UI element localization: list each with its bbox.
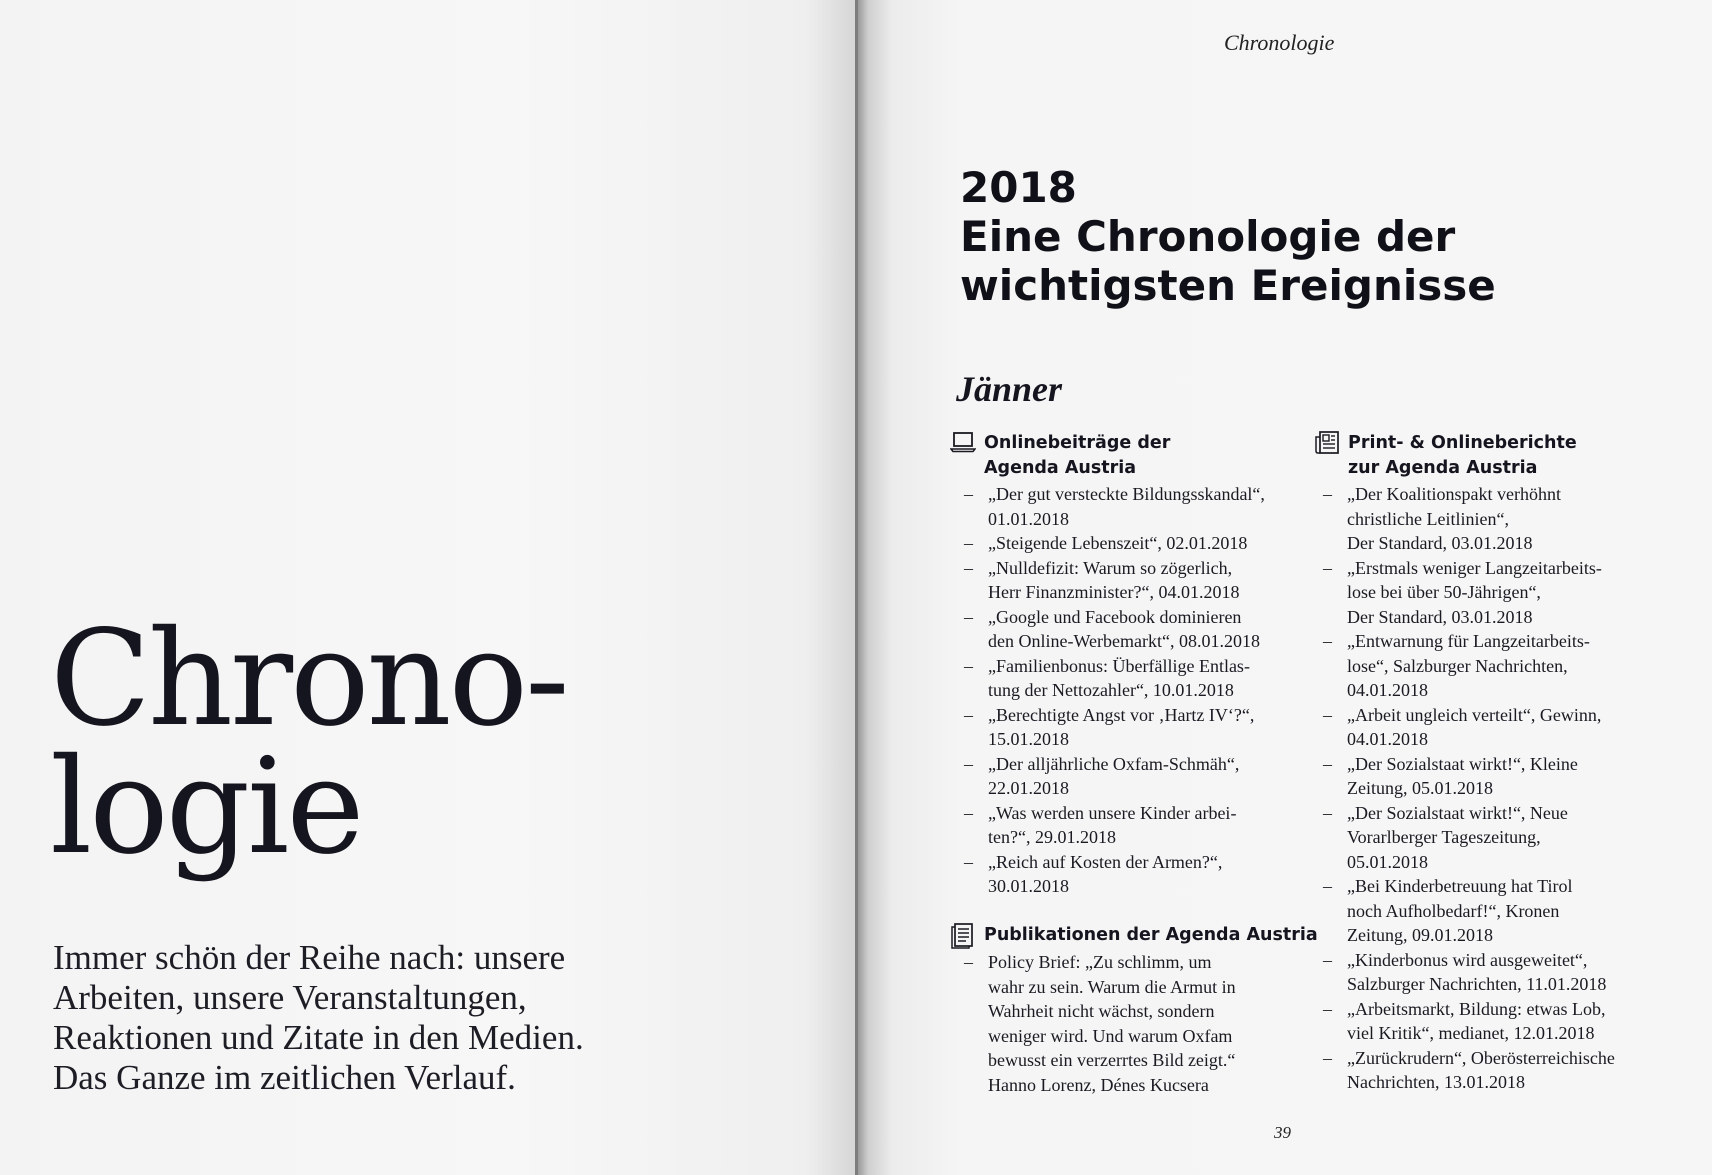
intro-line: Das Ganze im zeitlichen Verlauf. [53, 1058, 516, 1097]
list-dash: – [964, 533, 973, 553]
list-item-line: Salzburger Nachrichten, 11.01.2018 [1347, 974, 1607, 994]
list-item-line: „Zurückrudern“, Oberösterreichische [1347, 1047, 1615, 1068]
list-item-line: Wahrheit nicht wächst, sondern [988, 1001, 1215, 1021]
list-item-line: „Was werden unsere Kinder arbei- [988, 802, 1237, 823]
list-item-line: „Google und Facebook dominieren [988, 606, 1242, 627]
page-number: 39 [1274, 1123, 1291, 1142]
list-item [960, 531, 1320, 556]
page-heading [960, 163, 1496, 310]
heading-line-2: wichtigsten Ereignisse [960, 261, 1496, 310]
list-dash: – [964, 484, 973, 504]
list-item [1319, 752, 1699, 801]
list-dash: – [1323, 1047, 1332, 1068]
list-dash: – [964, 753, 973, 774]
list-item-line: bewusst ein verzerrtes Bild zeigt.“ [988, 1050, 1236, 1070]
laptop-icon [950, 431, 978, 457]
list-item-line: Vorarlberger Tageszeitung, [1347, 827, 1541, 847]
list-item-line: „Bei Kinderbetreuung hat Tirol [1347, 876, 1573, 896]
list-item-line: Zeitung, 09.01.2018 [1347, 925, 1493, 945]
heading-year: 2018 [960, 163, 1077, 212]
heading-line-1: Eine Chronologie der [960, 212, 1456, 261]
list-item-line: Policy Brief: „Zu schlimm, um [988, 952, 1212, 972]
list-dash: – [964, 606, 973, 627]
chapter-title [50, 602, 567, 884]
list-item-line: lose“, Salzburger Nachrichten, [1347, 655, 1568, 676]
list-dash: – [964, 704, 973, 725]
running-head: Chronologie [1224, 30, 1335, 55]
list-item-line: den Online-Werbemarkt“, 08.01.2018 [988, 631, 1260, 651]
list-dash: – [1323, 484, 1332, 504]
list-dash: – [964, 557, 973, 578]
list-item [1319, 801, 1699, 875]
list-item-line: 22.01.2018 [988, 778, 1069, 798]
list-dash: – [1323, 631, 1332, 651]
list-item-line: lose bei über 50-Jährigen“, [1347, 582, 1541, 602]
list-item [960, 703, 1320, 752]
list-item-line: „Der Sozialstaat wirkt!“, Neue [1347, 802, 1568, 823]
list-item-line: „Erstmals weniger Langzeitarbeits- [1347, 557, 1602, 578]
publication-entries [960, 950, 1320, 1097]
list-item-line: tung der Nettozahler“, 10.01.2018 [988, 680, 1234, 700]
list-item-line: 01.01.2018 [988, 508, 1069, 529]
list-item [1319, 703, 1699, 752]
list-item-line: 05.01.2018 [1347, 851, 1428, 872]
list-dash: – [1323, 949, 1332, 970]
list-dash: – [1323, 802, 1332, 823]
newspaper-icon [1314, 431, 1342, 457]
list-item [960, 950, 1320, 1097]
list-item-line: „Der Koalitionspakt verhöhnt [1347, 484, 1561, 504]
online-entries [960, 482, 1320, 899]
list-item [960, 801, 1320, 850]
list-dash: – [1323, 753, 1332, 774]
list-item [960, 556, 1320, 605]
list-item [1319, 948, 1699, 997]
list-item-line: 30.01.2018 [988, 876, 1069, 896]
section-title-line: Print- & Onlineberichte [1348, 433, 1577, 453]
online-section-header [950, 431, 1170, 480]
list-item [960, 850, 1320, 899]
list-item [1319, 629, 1699, 703]
list-item [1319, 556, 1699, 630]
section-title-line: zur Agenda Austria [1348, 457, 1538, 478]
list-dash: – [1323, 704, 1332, 725]
list-item-line: „Entwarnung für Langzeitarbeits- [1347, 631, 1590, 651]
list-item [960, 752, 1320, 801]
list-item-line: „Familienbonus: Überfällige Entlas- [988, 655, 1250, 676]
document-icon [950, 923, 978, 949]
list-item [1319, 482, 1699, 556]
list-item [960, 605, 1320, 654]
list-item-line: ten?“, 29.01.2018 [988, 827, 1116, 847]
list-item-line: „Berechtigte Angst vor ‚Hartz IV‘?“, [988, 704, 1255, 725]
press-entries [1319, 482, 1699, 1095]
press-section-title [1348, 431, 1577, 480]
list-item-line: „Steigende Lebenszeit“, 02.01.2018 [988, 533, 1248, 553]
list-item-line: „Kinderbonus wird ausgeweitet“, [1347, 949, 1588, 970]
list-item-line: Nachrichten, 13.01.2018 [1347, 1072, 1525, 1092]
list-dash: – [1323, 557, 1332, 578]
intro-line: Arbeiten, unsere Veranstaltungen, [53, 978, 527, 1017]
list-item [1319, 1046, 1699, 1095]
list-dash: – [1323, 876, 1332, 896]
list-item-line: Herr Finanzminister?“, 04.01.2018 [988, 582, 1240, 602]
publications-section-title [984, 923, 1318, 948]
list-item-line: Der Standard, 03.01.2018 [1347, 606, 1533, 627]
list-item-line: viel Kritik“, medianet, 12.01.2018 [1347, 1023, 1595, 1043]
press-section-header [1314, 431, 1577, 480]
list-dash: – [964, 851, 973, 872]
intro-line: Immer schön der Reihe nach: unsere [53, 938, 566, 977]
list-item-line: weniger wird. Und warum Oxfam [988, 1025, 1233, 1046]
list-item-line: „Reich auf Kosten der Armen?“, [988, 851, 1223, 872]
publications-section-header [950, 923, 1318, 949]
list-item [960, 654, 1320, 703]
list-item-line: Der Standard, 03.01.2018 [1347, 533, 1533, 553]
list-item [1319, 997, 1699, 1046]
list-item-line: Zeitung, 05.01.2018 [1347, 778, 1493, 798]
list-item [1319, 874, 1699, 948]
chapter-title-line-2: logie [50, 730, 362, 884]
list-item-line: „Nulldefizit: Warum so zögerlich, [988, 557, 1233, 578]
list-dash: – [964, 655, 973, 676]
list-item-line: noch Aufholbedarf!“, Kronen [1347, 900, 1560, 921]
online-section-title [984, 431, 1170, 480]
list-item-line: 04.01.2018 [1347, 729, 1428, 749]
chapter-title-line-1: Chrono- [50, 602, 567, 756]
list-item-line: 04.01.2018 [1347, 680, 1428, 700]
list-item-line: „Der alljährliche Oxfam-Schmäh“, [988, 753, 1240, 774]
list-item-line: christliche Leitlinien“, [1347, 508, 1509, 529]
list-dash: – [964, 802, 973, 823]
chapter-intro [53, 938, 693, 1098]
list-dash: – [964, 952, 973, 972]
month-heading: Jänner [956, 369, 1063, 409]
list-item-line: Hanno Lorenz, Dénes Kucsera [988, 1074, 1209, 1095]
list-item-line: 15.01.2018 [988, 729, 1069, 749]
list-item [960, 482, 1320, 531]
list-dash: – [1323, 998, 1332, 1019]
intro-line: Reaktionen und Zitate in den Medien. [53, 1018, 584, 1057]
list-item-line: „Der gut versteckte Bildungsskandal“, [988, 484, 1265, 504]
list-item-line: wahr zu sein. Warum die Armut in [988, 976, 1236, 997]
section-title-line: Publikationen der Agenda Austria [984, 925, 1318, 945]
list-item-line: „Der Sozialstaat wirkt!“, Kleine [1347, 753, 1578, 774]
list-item-line: „Arbeit ungleich verteilt“, Gewinn, [1347, 704, 1602, 725]
section-title-line: Agenda Austria [984, 457, 1137, 478]
section-title-line: Onlinebeiträge der [984, 433, 1171, 453]
list-item-line: „Arbeitsmarkt, Bildung: etwas Lob, [1347, 998, 1606, 1019]
